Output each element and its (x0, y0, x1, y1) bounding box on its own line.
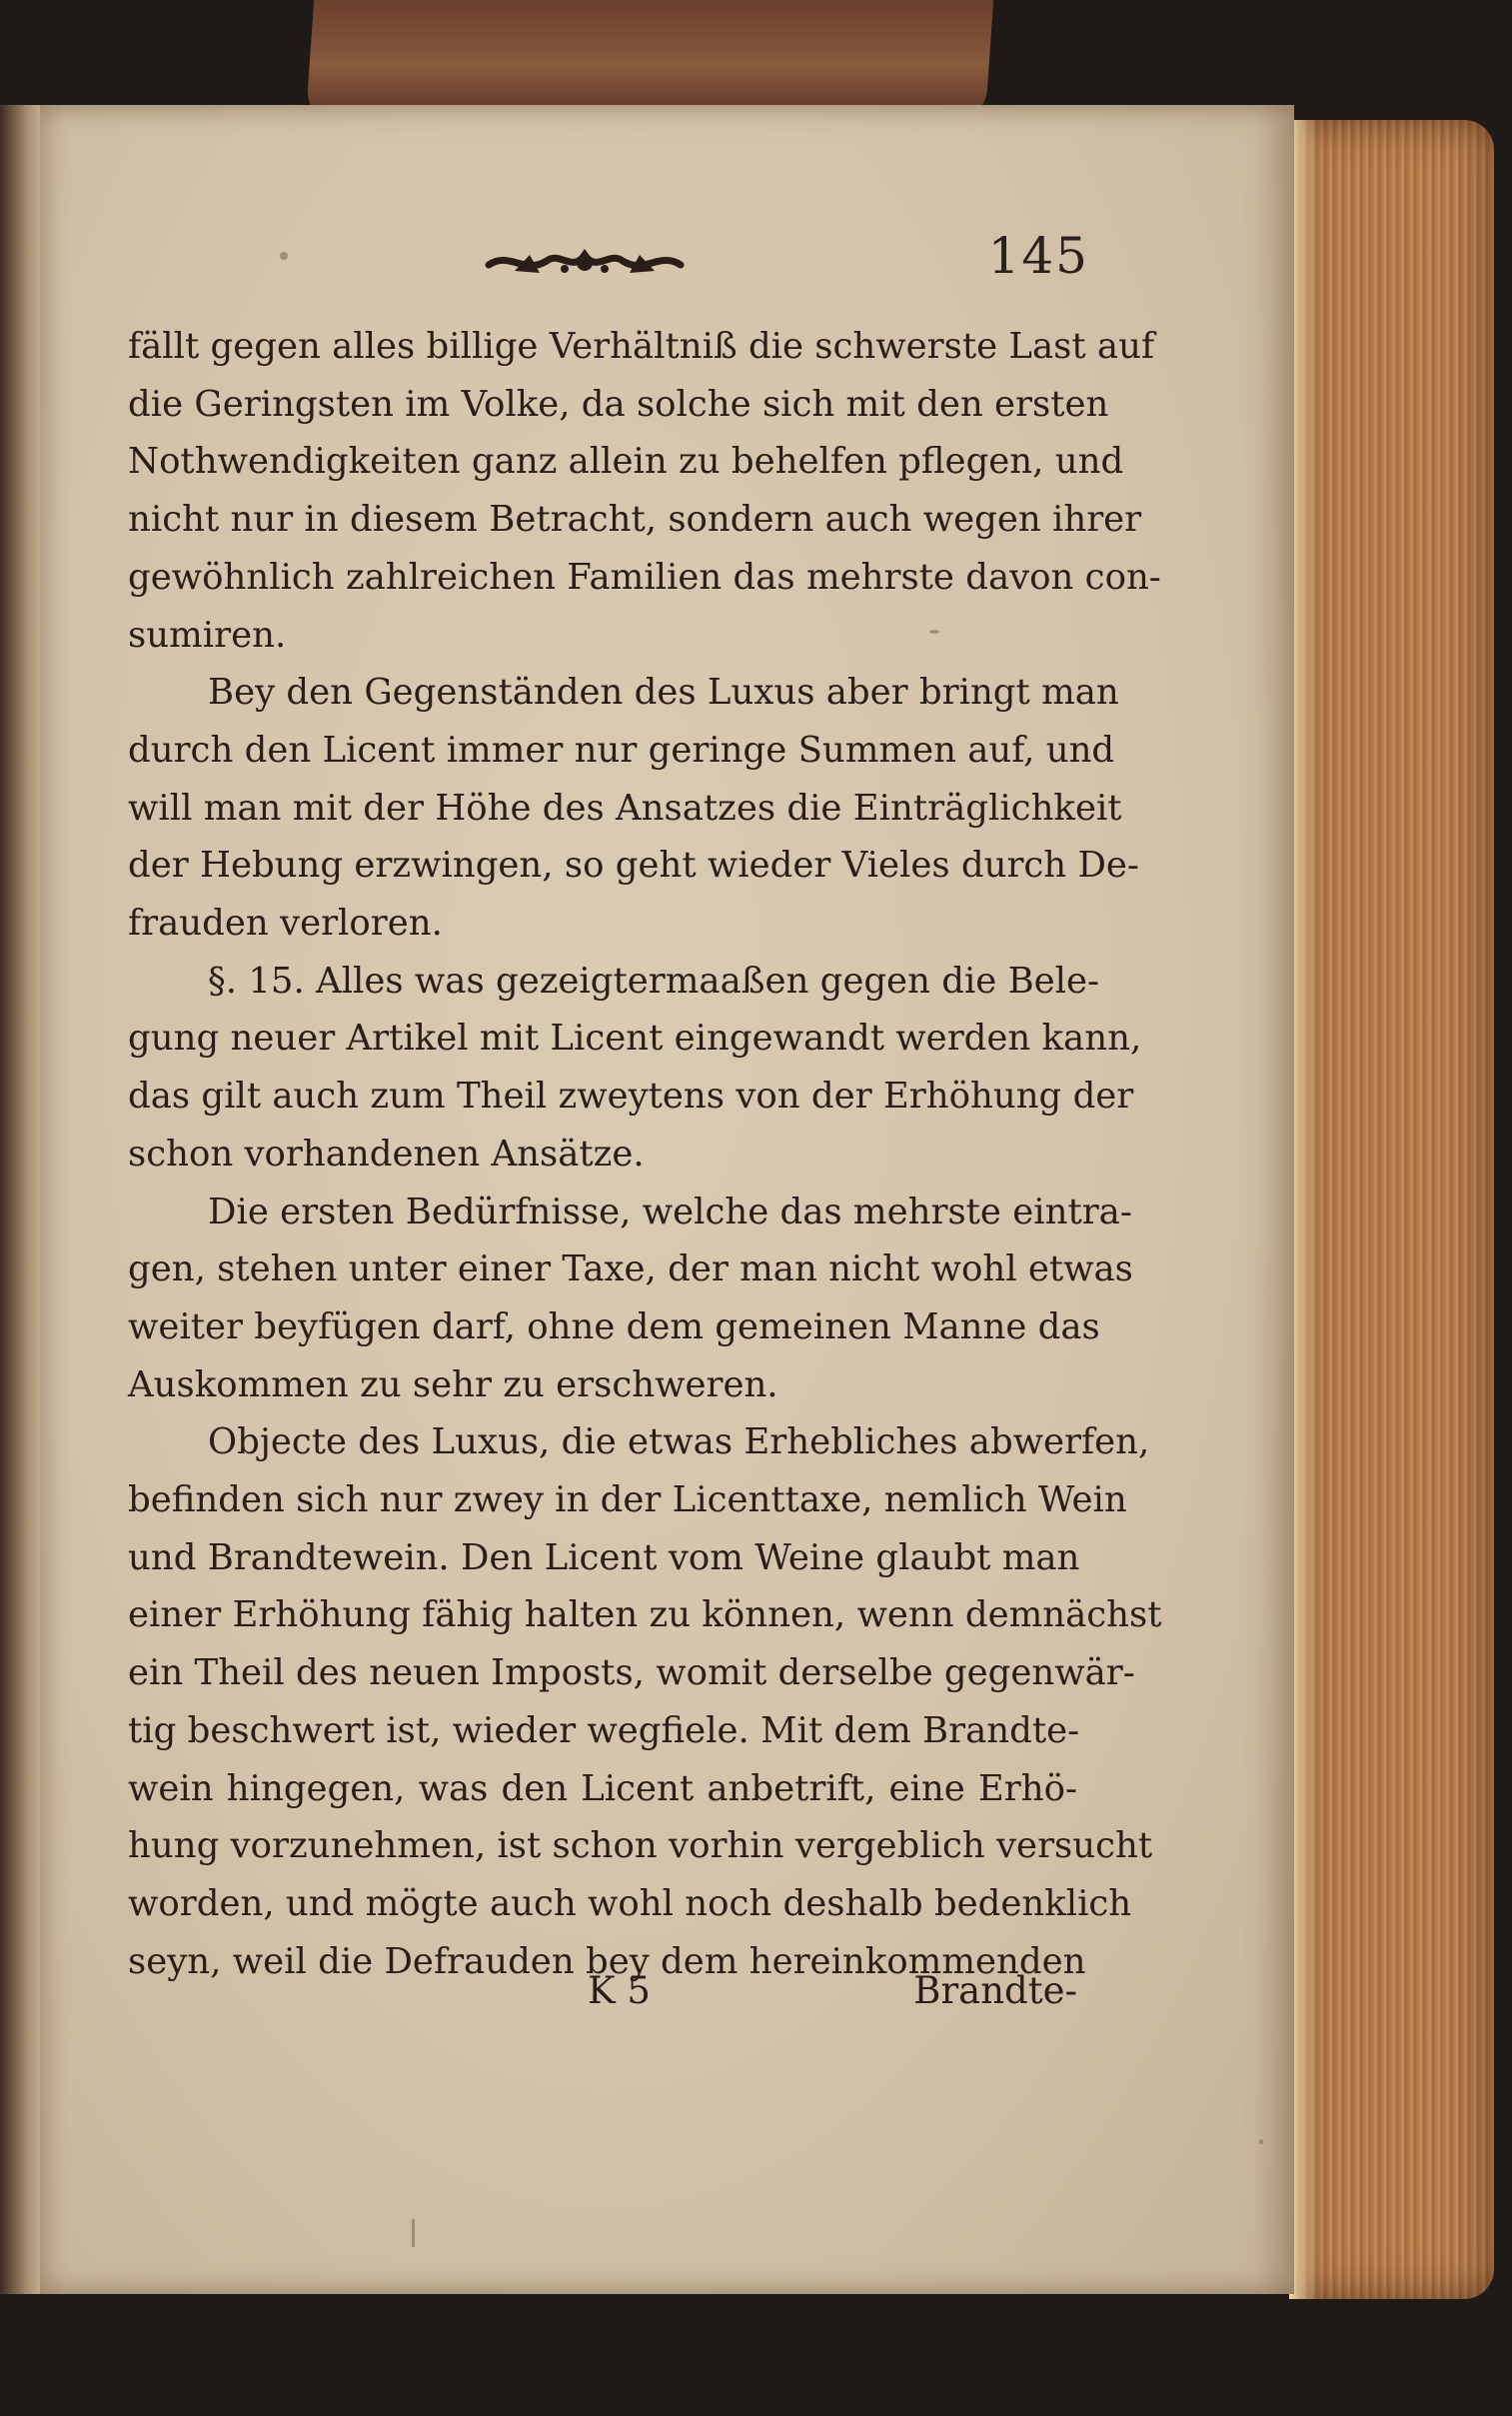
section-heading-line: §. 15. Alles was gezeigtermaaßen gegen die Bele- (208, 960, 1100, 1002)
page-footer (128, 1969, 1077, 2029)
page-number: 145 (987, 227, 1089, 285)
text-line: ein Theil des neuen Imposts, womit derselbe gegenwär- (128, 1652, 1135, 1694)
text-line: fällt gegen alles billige Verhältniß die schwerste Last auf (128, 326, 1155, 367)
text-line: tig beschwert ist, wieder wegfiele. Mit dem Brandte- (128, 1709, 1080, 1751)
text-line: gen, stehen unter einer Taxe, der man nicht wohl etwas (128, 1248, 1133, 1290)
text-line: Bey den Gegenständen des Luxus aber bringt man (208, 672, 1119, 714)
body-text (128, 318, 1162, 1990)
text-line: weiter beyfügen darf, ohne dem gemeinen Manne das (128, 1305, 1100, 1347)
text-line: schon vorhandenen Ansätze. (128, 1133, 645, 1175)
paper-speck (412, 2219, 415, 2247)
text-line: seyn, weil die Defrauden bey dem hereinkommenden (128, 1940, 1086, 1982)
text-line: hung vorzunehmen, ist schon vorhin vergeblich versucht (128, 1825, 1153, 1867)
text-line: Auskommen zu sehr zu erschweren. (128, 1363, 778, 1405)
text-line: wein hingegen, was den Licent anbetrift, eine Erhö- (128, 1767, 1077, 1809)
text-line: sumiren. (128, 614, 287, 656)
text-line: nicht nur in diesem Betracht, sondern auch wegen ihrer (128, 499, 1142, 541)
text-line: und Brandtewein. Den Licent vom Weine glaubt man (128, 1536, 1080, 1578)
text-line: einer Erhöhung fähig halten zu können, wenn demnächst (128, 1594, 1162, 1636)
leather-strap (306, 0, 993, 120)
text-line: will man mit der Höhe des Ansatzes die Einträglichkeit (128, 787, 1122, 829)
catchword: Brandte- (913, 1969, 1077, 2012)
text-line: Nothwendigkeiten ganz allein zu behelfen pflegen, und (128, 441, 1124, 483)
text-line: gung neuer Artikel mit Licent eingewandt werden kann, (128, 1018, 1142, 1060)
facing-page-edge (0, 105, 45, 2294)
paper-speck (1259, 2139, 1263, 2144)
text-line: Die ersten Bedürfnisse, welche das mehrste eintra- (208, 1191, 1132, 1232)
paper-speck (280, 252, 288, 260)
text-line: der Hebung erzwingen, so geht wieder Vieles durch De- (128, 845, 1139, 887)
printer-ornament-icon (485, 233, 685, 293)
text-line: frauden verloren. (128, 903, 443, 945)
text-line: worden, und mögte auch wohl noch deshalb bedenklich (128, 1882, 1132, 1924)
paper-speck (929, 630, 939, 634)
book-fore-edge (1289, 120, 1494, 2299)
page-header (230, 225, 1089, 305)
text-line: durch den Licent immer nur geringe Summen auf, und (128, 729, 1115, 771)
text-line: Objecte des Luxus, die etwas Erhebliches abwerfen, (208, 1421, 1150, 1463)
text-line: befinden sich nur zwey in der Licenttaxe, nemlich Wein (128, 1479, 1127, 1521)
signature-mark: K 5 (588, 1969, 651, 2012)
text-line: gewöhnlich zahlreichen Familien das mehrste davon con- (128, 556, 1161, 598)
text-line: die Geringsten im Volke, da solche sich mit den ersten (128, 383, 1109, 425)
text-line: das gilt auch zum Theil zweytens von der Erhöhung der (128, 1076, 1134, 1118)
